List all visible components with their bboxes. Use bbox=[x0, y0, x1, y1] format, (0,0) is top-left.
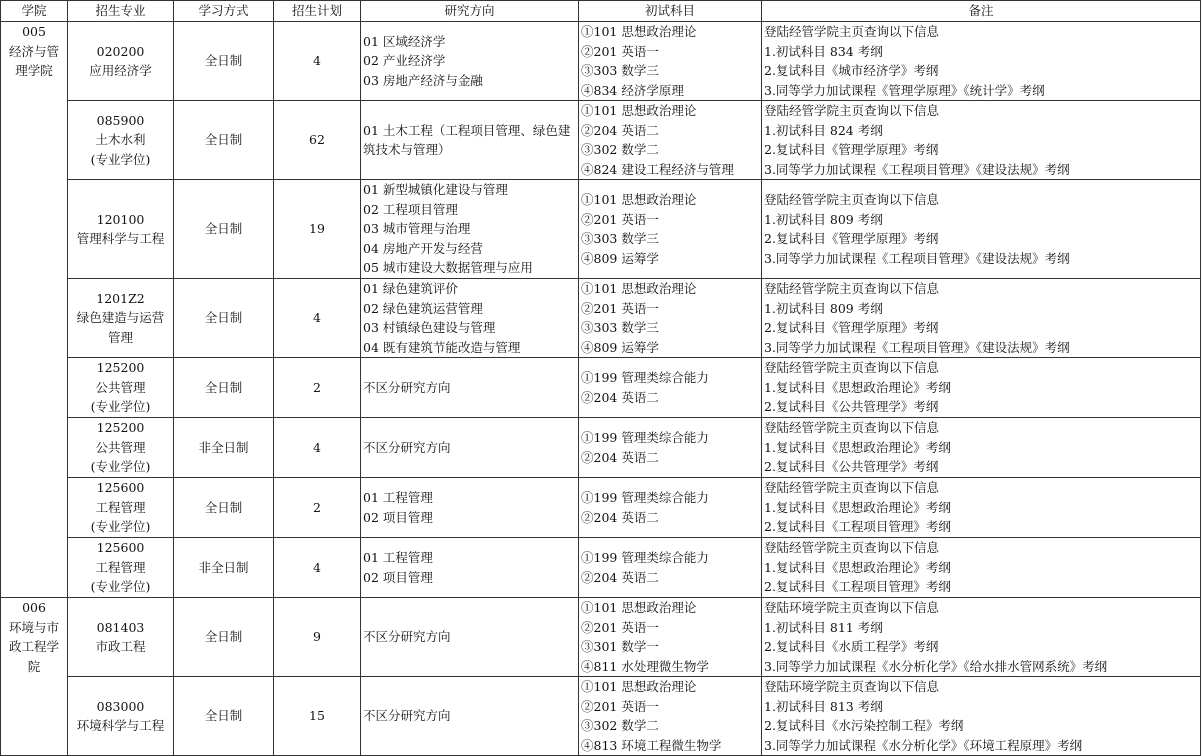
note-item: 3.同等学力加试课程《工程项目管理》《建设法规》考纲 bbox=[764, 250, 1070, 266]
subjects-cell bbox=[579, 279, 762, 358]
notes-cell bbox=[762, 22, 1201, 101]
note-item: 3.同等学力加试课程《工程项目管理》《建设法规》考纲 bbox=[764, 339, 1070, 355]
college-cell bbox=[1, 22, 68, 598]
major-code: 125600 bbox=[96, 540, 145, 556]
directions-cell bbox=[361, 22, 579, 101]
header-row bbox=[1, 1, 1201, 22]
college-cell bbox=[1, 598, 68, 756]
direction-item: 01 新型城镇化建设与管理 bbox=[363, 182, 508, 198]
note-item: 2.复试科目《城市经济学》考纲 bbox=[764, 63, 939, 78]
major-cell bbox=[68, 418, 174, 478]
subject-item: ①199 管理类综合能力 bbox=[581, 550, 709, 565]
subjects-cell bbox=[579, 538, 762, 598]
major-cell bbox=[68, 180, 174, 279]
subject-item: ③303 数学三 bbox=[581, 63, 659, 78]
note-item: 登陆经管学院主页查询以下信息 bbox=[764, 24, 940, 39]
major-name: 管理 bbox=[107, 329, 133, 345]
subject-item: ①101 思想政治理论 bbox=[581, 600, 697, 615]
direction-item: 不区分研究方向 bbox=[363, 379, 451, 395]
directions-cell bbox=[361, 101, 579, 180]
major-name: 工程管理 bbox=[95, 559, 146, 575]
subject-item: ②204 英语二 bbox=[581, 509, 659, 525]
direction-item: 04 房地产开发与经营 bbox=[363, 240, 483, 256]
direction-item: 不区分研究方向 bbox=[363, 708, 451, 724]
study-mode-cell: 全日制 bbox=[174, 22, 274, 101]
subject-item: ④824 建设工程经济与管理 bbox=[581, 161, 734, 177]
note-item: 1.初试科目 809 考纲 bbox=[764, 211, 883, 227]
study-mode-cell: 全日制 bbox=[174, 180, 274, 279]
major-code: 125600 bbox=[96, 480, 145, 496]
major-code: 120100 bbox=[96, 211, 145, 227]
subject-item: ①199 管理类综合能力 bbox=[581, 430, 709, 445]
header-notes: 备注 bbox=[762, 1, 1201, 22]
direction-item: 01 区域经济学 bbox=[363, 33, 446, 49]
plan-cell: 4 bbox=[274, 538, 361, 598]
note-item: 2.复试科目《公共管理学》考纲 bbox=[764, 459, 939, 475]
college-text: 环境与市 bbox=[8, 619, 59, 635]
major-code: 081403 bbox=[96, 619, 145, 635]
major-cell bbox=[68, 598, 174, 677]
subjects-cell bbox=[579, 677, 762, 756]
subjects-cell bbox=[579, 180, 762, 279]
direction-item: 01 工程管理 bbox=[363, 490, 433, 505]
directions-cell bbox=[361, 358, 579, 418]
table-row bbox=[1, 418, 1201, 478]
note-item: 3.同等学力加试课程《管理学原理》《统计学》考纲 bbox=[764, 82, 1045, 98]
note-item: 2.复试科目《公共管理学》考纲 bbox=[764, 399, 939, 415]
major-name: 公共管理 bbox=[95, 379, 146, 395]
note-item: 登陆环境学院主页查询以下信息 bbox=[764, 679, 940, 694]
subject-item: ②204 英语二 bbox=[581, 122, 659, 138]
direction-item: 05 城市建设大数据管理与应用 bbox=[363, 260, 533, 276]
header-study-mode: 学习方式 bbox=[174, 1, 274, 22]
header-subjects: 初试科目 bbox=[579, 1, 762, 22]
direction-item: 02 项目管理 bbox=[363, 509, 433, 525]
note-item: 3.同等学力加试课程《水分析化学》《给水排水管网系统》考纲 bbox=[764, 658, 1108, 674]
note-item: 2.复试科目《工程项目管理》考纲 bbox=[764, 579, 951, 595]
direction-item: 不区分研究方向 bbox=[363, 629, 451, 645]
directions-cell bbox=[361, 418, 579, 478]
major-cell bbox=[68, 677, 174, 756]
note-item: 1.初试科目 813 考纲 bbox=[764, 698, 883, 714]
note-item: 1.初试科目 824 考纲 bbox=[764, 122, 883, 138]
subject-item: ②201 英语一 bbox=[581, 211, 659, 227]
note-item: 2.复试科目《管理学原理》考纲 bbox=[764, 231, 939, 246]
study-mode-cell: 非全日制 bbox=[174, 418, 274, 478]
major-code: 1201Z2 bbox=[96, 290, 145, 306]
major-code: 085900 bbox=[96, 112, 145, 128]
notes-cell bbox=[762, 279, 1201, 358]
note-item: 登陆经管学院主页查询以下信息 bbox=[764, 360, 940, 376]
major-code: 020200 bbox=[96, 43, 145, 59]
major-name: 应用经济学 bbox=[89, 63, 152, 78]
subject-item: ③303 数学三 bbox=[581, 320, 659, 335]
note-item: 1.复试科目《思想政治理论》考纲 bbox=[764, 379, 951, 395]
header-directions: 研究方向 bbox=[361, 1, 579, 22]
plan-cell: 2 bbox=[274, 358, 361, 418]
header-college: 学院 bbox=[1, 1, 68, 22]
major-cell bbox=[68, 22, 174, 101]
subject-item: ③303 数学三 bbox=[581, 231, 659, 246]
note-item: 登陆环境学院主页查询以下信息 bbox=[764, 600, 940, 615]
note-item: 1.初试科目 811 考纲 bbox=[764, 619, 883, 635]
subject-item: ②204 英语二 bbox=[581, 389, 659, 405]
direction-item: 04 既有建筑节能改造与管理 bbox=[363, 339, 521, 355]
subjects-cell bbox=[579, 358, 762, 418]
notes-cell bbox=[762, 598, 1201, 677]
direction-item: 02 项目管理 bbox=[363, 569, 433, 585]
subjects-cell bbox=[579, 101, 762, 180]
subject-item: ④809 运筹学 bbox=[581, 250, 659, 266]
major-type: (专业学位) bbox=[90, 579, 151, 595]
major-code: 083000 bbox=[96, 698, 145, 714]
note-item: 登陆经管学院主页查询以下信息 bbox=[764, 420, 940, 436]
direction-item: 03 城市管理与治理 bbox=[363, 221, 471, 237]
header-plan: 招生计划 bbox=[274, 1, 361, 22]
subjects-cell bbox=[579, 418, 762, 478]
major-cell bbox=[68, 279, 174, 358]
table-row bbox=[1, 279, 1201, 358]
college-text: 005 bbox=[22, 24, 46, 39]
note-item: 2.复试科目《水污染控制工程》考纲 bbox=[764, 718, 964, 733]
table-row bbox=[1, 538, 1201, 598]
subject-item: ①101 思想政治理论 bbox=[581, 281, 697, 296]
directions-cell bbox=[361, 538, 579, 598]
study-mode-cell: 全日制 bbox=[174, 279, 274, 358]
subject-item: ④809 运筹学 bbox=[581, 339, 659, 355]
plan-cell: 19 bbox=[274, 180, 361, 279]
major-type: (专业学位) bbox=[90, 151, 151, 167]
study-mode-cell: 全日制 bbox=[174, 478, 274, 538]
subjects-cell bbox=[579, 598, 762, 677]
note-item: 登陆经管学院主页查询以下信息 bbox=[764, 103, 940, 118]
subject-item: ④813 环境工程微生物学 bbox=[581, 737, 722, 753]
major-code: 125200 bbox=[96, 420, 145, 436]
subject-item: ①101 思想政治理论 bbox=[581, 679, 697, 694]
college-text: 理学院 bbox=[15, 63, 53, 78]
direction-item: 03 房地产经济与金融 bbox=[363, 72, 483, 88]
note-item: 登陆经管学院主页查询以下信息 bbox=[764, 540, 940, 556]
subject-item: ③302 数学二 bbox=[581, 718, 659, 733]
plan-cell: 62 bbox=[274, 101, 361, 180]
major-cell bbox=[68, 478, 174, 538]
subject-item: ①101 思想政治理论 bbox=[581, 24, 697, 39]
notes-cell bbox=[762, 101, 1201, 180]
table-row bbox=[1, 22, 1201, 101]
major-cell bbox=[68, 101, 174, 180]
major-type: (专业学位) bbox=[90, 519, 151, 535]
note-item: 1.初试科目 834 考纲 bbox=[764, 43, 883, 59]
plan-cell: 4 bbox=[274, 418, 361, 478]
subject-item: ①101 思想政治理论 bbox=[581, 103, 697, 118]
note-item: 登陆经管学院主页查询以下信息 bbox=[764, 192, 940, 207]
direction-item: 01 工程管理 bbox=[363, 550, 433, 565]
note-item: 登陆经管学院主页查询以下信息 bbox=[764, 281, 940, 296]
major-type: (专业学位) bbox=[90, 399, 151, 415]
subject-item: ②204 英语二 bbox=[581, 569, 659, 585]
subjects-cell bbox=[579, 478, 762, 538]
notes-cell bbox=[762, 418, 1201, 478]
subject-item: ④811 水处理微生物学 bbox=[581, 658, 709, 674]
study-mode-cell: 非全日制 bbox=[174, 538, 274, 598]
direction-item: 02 工程项目管理 bbox=[363, 201, 458, 217]
note-item: 2.复试科目《水质工程学》考纲 bbox=[764, 639, 939, 654]
direction-item: 不区分研究方向 bbox=[363, 439, 451, 455]
note-item: 2.复试科目《管理学原理》考纲 bbox=[764, 142, 939, 157]
notes-cell bbox=[762, 180, 1201, 279]
subject-item: ②201 英语一 bbox=[581, 698, 659, 714]
note-item: 3.同等学力加试课程《水分析化学》《环境工程原理》考纲 bbox=[764, 737, 1083, 753]
table-row bbox=[1, 180, 1201, 279]
subjects-cell bbox=[579, 22, 762, 101]
plan-cell: 15 bbox=[274, 677, 361, 756]
table-row bbox=[1, 358, 1201, 418]
subject-item: ②201 英语一 bbox=[581, 300, 659, 316]
direction-item: 01 土木工程（工程项目管理、绿色建筑技术与管理） bbox=[363, 122, 571, 157]
study-mode-cell: 全日制 bbox=[174, 101, 274, 180]
note-item: 3.同等学力加试课程《工程项目管理》《建设法规》考纲 bbox=[764, 161, 1070, 177]
subject-item: ③301 数学一 bbox=[581, 639, 659, 654]
plan-cell: 4 bbox=[274, 279, 361, 358]
note-item: 1.初试科目 809 考纲 bbox=[764, 300, 883, 316]
major-cell bbox=[68, 358, 174, 418]
direction-item: 03 村镇绿色建设与管理 bbox=[363, 320, 496, 335]
notes-cell bbox=[762, 358, 1201, 418]
direction-item: 01 绿色建筑评价 bbox=[363, 281, 458, 296]
subject-item: ②201 英语一 bbox=[581, 619, 659, 635]
subject-item: ③302 数学二 bbox=[581, 142, 659, 157]
header-major: 招生专业 bbox=[68, 1, 174, 22]
notes-cell bbox=[762, 538, 1201, 598]
plan-cell: 2 bbox=[274, 478, 361, 538]
plan-cell: 9 bbox=[274, 598, 361, 677]
subject-item: ④834 经济学原理 bbox=[581, 82, 684, 98]
table-row bbox=[1, 677, 1201, 756]
note-item: 1.复试科目《思想政治理论》考纲 bbox=[764, 559, 951, 575]
study-mode-cell: 全日制 bbox=[174, 677, 274, 756]
note-item: 2.复试科目《管理学原理》考纲 bbox=[764, 320, 939, 335]
study-mode-cell: 全日制 bbox=[174, 598, 274, 677]
notes-cell bbox=[762, 677, 1201, 756]
major-name: 绿色建造与运营 bbox=[76, 310, 165, 326]
subject-item: ②201 英语一 bbox=[581, 43, 659, 59]
direction-item: 02 产业经济学 bbox=[363, 53, 446, 69]
plan-cell: 4 bbox=[274, 22, 361, 101]
subject-item: ①101 思想政治理论 bbox=[581, 192, 697, 207]
major-code: 125200 bbox=[96, 360, 145, 376]
directions-cell bbox=[361, 598, 579, 677]
note-item: 1.复试科目《思想政治理论》考纲 bbox=[764, 499, 951, 515]
notes-cell bbox=[762, 478, 1201, 538]
direction-item: 02 绿色建筑运营管理 bbox=[363, 300, 483, 316]
college-text: 经济与管 bbox=[8, 43, 59, 59]
subject-item: ①199 管理类综合能力 bbox=[581, 370, 709, 385]
directions-cell bbox=[361, 677, 579, 756]
major-cell bbox=[68, 538, 174, 598]
major-name: 工程管理 bbox=[95, 499, 146, 515]
college-text: 院 bbox=[27, 658, 41, 674]
note-item: 1.复试科目《思想政治理论》考纲 bbox=[764, 439, 951, 455]
table-row bbox=[1, 478, 1201, 538]
major-name: 市政工程 bbox=[95, 639, 146, 654]
major-name: 土木水利 bbox=[95, 132, 146, 148]
college-text: 政工程学 bbox=[8, 639, 59, 654]
study-mode-cell: 全日制 bbox=[174, 358, 274, 418]
major-name: 管理科学与工程 bbox=[76, 231, 165, 246]
table-row bbox=[1, 101, 1201, 180]
table-row bbox=[1, 598, 1201, 677]
subject-item: ①199 管理类综合能力 bbox=[581, 490, 709, 505]
note-item: 登陆经管学院主页查询以下信息 bbox=[764, 480, 940, 496]
subject-item: ②204 英语二 bbox=[581, 449, 659, 465]
major-name: 环境科学与工程 bbox=[76, 718, 165, 733]
directions-cell bbox=[361, 478, 579, 538]
major-name: 公共管理 bbox=[95, 439, 146, 455]
college-text: 006 bbox=[22, 600, 46, 615]
major-type: (专业学位) bbox=[90, 459, 151, 475]
note-item: 2.复试科目《工程项目管理》考纲 bbox=[764, 519, 951, 535]
directions-cell bbox=[361, 180, 579, 279]
directions-cell bbox=[361, 279, 579, 358]
